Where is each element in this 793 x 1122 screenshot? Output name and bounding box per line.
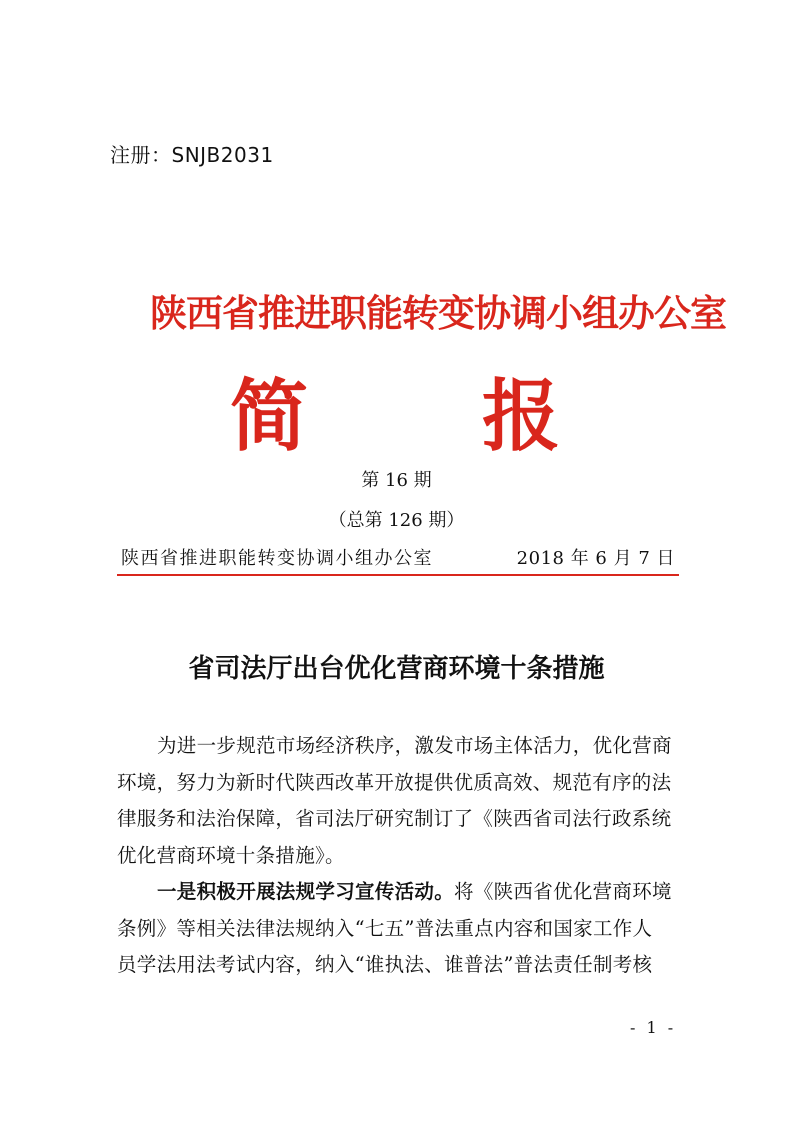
- paragraph-line: 律服务和法治保障，省司法厅研究制订了《陕西省司法行政系统: [117, 807, 672, 830]
- bulletin-title: [230, 372, 560, 462]
- header-divider: [117, 574, 679, 576]
- paragraph-line: [117, 874, 697, 911]
- paragraph-line: 员学法用法考试内容，纳入“谁执法、谁普法”普法责任制考核: [117, 953, 653, 976]
- article-body: [117, 728, 697, 984]
- paragraph-line: 为进一步规范市场经济秩序，激发市场主体活力，优化营商: [157, 734, 672, 757]
- paragraph-text: 将《陕西省优化营商环境: [454, 880, 672, 903]
- issue-number: 第 16 期: [361, 470, 432, 491]
- paragraph-lead: 一是积极开展法规学习宣传活动。: [157, 880, 455, 903]
- total-issue-number: （总第 126 期）: [328, 510, 465, 531]
- bulletin-title-char-1: 简: [230, 372, 309, 462]
- paragraph-line: 环境，努力为新时代陕西改革开放提供优质高效、规范有序的法: [117, 770, 672, 794]
- article-title: 省司法厅出台优化营商环境十条措施: [188, 654, 605, 684]
- paragraph-line: 条例》等相关法律法规纳入“七五”普法重点内容和国家工作人: [117, 916, 653, 940]
- organization-header: 陕西省推进职能转变协调小组办公室: [150, 292, 726, 335]
- publisher-line: [117, 540, 679, 572]
- paragraph-line: 优化营商环境十条措施》。: [117, 843, 345, 867]
- publisher: 陕西省推进职能转变协调小组办公室: [121, 548, 433, 569]
- bulletin-title-char-2: 报: [481, 372, 560, 462]
- paragraph-2: [117, 874, 697, 984]
- registration-number: 注册：SNJB2031: [110, 143, 274, 167]
- paragraph-1: [117, 728, 697, 874]
- page-number: - 1 -: [630, 1018, 677, 1037]
- publication-date: 2018 年 6 月 7 日: [516, 548, 675, 569]
